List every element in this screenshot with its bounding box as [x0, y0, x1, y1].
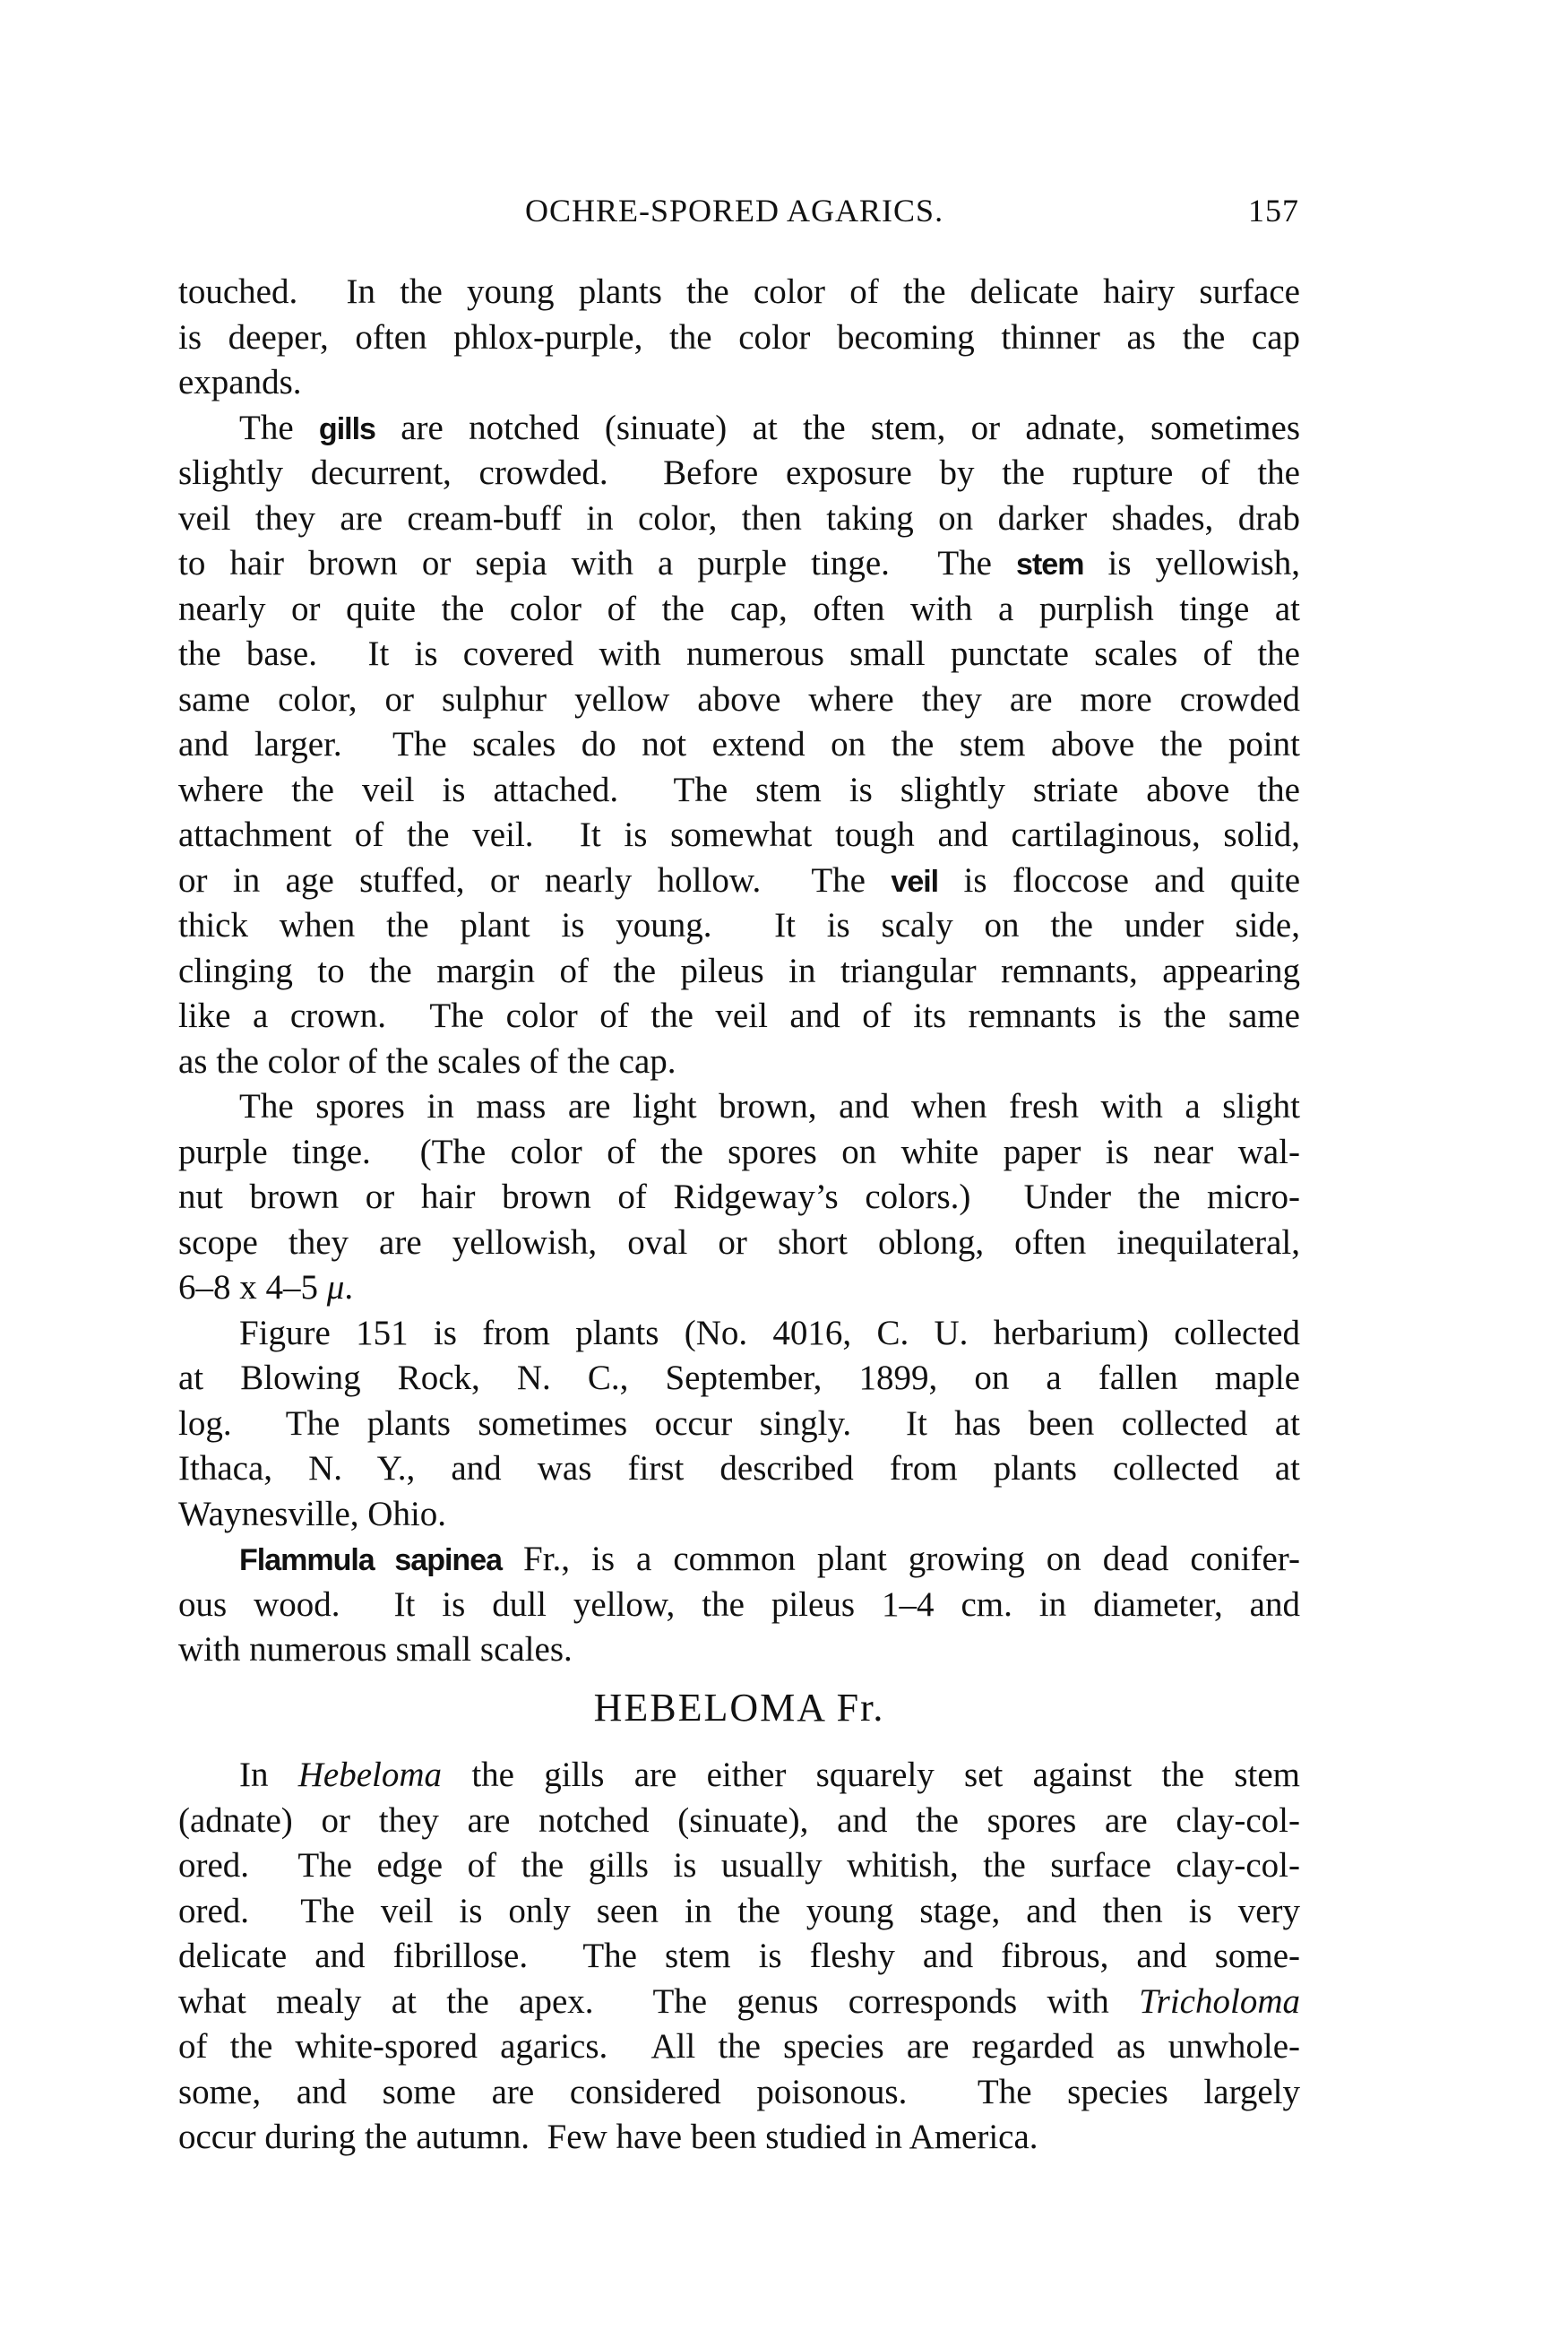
text-line	[178, 1265, 1300, 1311]
text-run: some, and some are considered poisonous. The species largely	[178, 2072, 1300, 2111]
text-line	[178, 1040, 1300, 1085]
text-run: (adnate) or they are notched (sinuate), and the spores are clay-col-	[178, 1800, 1300, 1840]
text-line	[178, 1084, 1300, 1130]
text-line	[178, 360, 1300, 406]
text-line	[178, 1537, 1300, 1583]
text-run: clinging to the margin of the pileus in triangular remnants, appearing	[178, 951, 1300, 990]
text-line	[178, 994, 1300, 1040]
text-run: .	[344, 1268, 354, 1307]
text-line	[178, 2070, 1300, 2116]
text-run: The spores in mass are light brown, and when fresh with a slight	[239, 1087, 1300, 1126]
text-line	[178, 1799, 1300, 1844]
text-run: attachment of the veil. It is somewhat tough and cartilaginous, solid,	[178, 816, 1300, 854]
italic-term: Tricholoma	[1139, 1981, 1300, 2021]
text-line	[178, 768, 1300, 814]
text-run: In	[239, 1756, 298, 1794]
italic-term: Hebeloma	[297, 1756, 443, 1794]
text-run: same color, or sulphur yellow above where they are more crowded	[178, 679, 1300, 719]
bold-term: gills	[318, 411, 375, 446]
text-run: 6–8 x 4–5	[178, 1268, 327, 1307]
text-line	[178, 1627, 1300, 1673]
text-run: Ithaca, N. Y., and was first described from plants collected at	[178, 1449, 1300, 1488]
text-line	[178, 1446, 1300, 1492]
text-line	[178, 859, 1300, 904]
text-line	[178, 813, 1300, 859]
text-run: at Blowing Rock, N. C., September, 1899, on a fallen maple	[178, 1359, 1300, 1397]
text-run: thick when the plant is young. It is scaly on the under side,	[178, 906, 1300, 945]
text-line	[178, 496, 1300, 542]
text-line	[178, 1753, 1300, 1799]
text-line	[178, 632, 1300, 677]
text-run: like a crown. The color of the veil and of its remnants is the same	[178, 997, 1300, 1035]
text-run: and larger. The scales do not extend on the stem above the point	[178, 725, 1300, 764]
text-line	[178, 1130, 1300, 1176]
text-run: with numerous small scales.	[178, 1630, 573, 1669]
bold-term: veil	[891, 864, 939, 899]
text-run: touched. In the young plants the color of the delicate hairy surface	[178, 272, 1300, 311]
page-number: 157	[1248, 193, 1299, 229]
bold-term: Flammula sapinea	[239, 1543, 503, 1577]
text-run: log. The plants sometimes occur singly. It has been collected at	[178, 1403, 1300, 1443]
text-line	[178, 587, 1300, 633]
text-run: delicate and fibrillose. The stem is fleshy and fibrous, and some-	[178, 1937, 1300, 1975]
text-line	[178, 1934, 1300, 1980]
text-line	[178, 1356, 1300, 1402]
text-line	[178, 1175, 1300, 1221]
text-line	[178, 1889, 1300, 1935]
text-run: The	[239, 408, 319, 447]
text-run: Figure 151 is from plants (No. 4016, C. U. herbarium) collected	[239, 1313, 1300, 1352]
text-line	[178, 270, 1300, 315]
text-run: are notched (sinuate) at the stem, or adnate, sometimes	[375, 408, 1300, 447]
text-block-flammula	[178, 270, 1300, 1673]
text-line	[178, 1311, 1300, 1357]
text-line	[178, 1843, 1300, 1889]
text-run: slightly decurrent, crowded. Before exposure by the rupture of the	[178, 453, 1300, 492]
text-run: purple tinge. (The color of the spores on white paper is near wal-	[178, 1132, 1300, 1171]
text-run: or in age stuffed, or nearly hollow. The	[178, 860, 892, 900]
text-run: Fr., is a common plant growing on dead conifer-	[502, 1540, 1301, 1578]
text-run: Waynesville, Ohio.	[178, 1494, 447, 1533]
text-run: ored. The edge of the gills is usually whitish, the surface clay-col-	[178, 1846, 1300, 1885]
text-run: as the color of the scales of the cap.	[178, 1041, 676, 1081]
text-run: the base. It is covered with numerous small punctate scales of the	[178, 634, 1300, 673]
text-run: where the veil is attached. The stem is slightly striate above the	[178, 770, 1300, 809]
running-head	[525, 192, 1299, 231]
text-line	[178, 1492, 1300, 1538]
italic-term: μ	[326, 1268, 345, 1307]
text-run: ous wood. It is dull yellow, the pileus 1–4 cm. in diameter, and	[178, 1584, 1300, 1624]
text-run: to hair brown or sepia with a purple tinge. The	[178, 544, 1017, 582]
text-run: of the white-spored agarics. All the species are regarded as unwhole-	[178, 2027, 1300, 2066]
bold-term: stem	[1016, 548, 1084, 582]
text-run: is deeper, often phlox-purple, the color becoming thinner as the cap	[178, 317, 1300, 357]
text-line	[178, 2115, 1300, 2161]
text-line	[178, 949, 1300, 995]
text-run: what mealy at the apex. The genus corresponds with	[178, 1981, 1140, 2021]
text-run: is floccose and quite	[938, 860, 1301, 900]
text-run: the gills are either squarely set against the stem	[442, 1756, 1300, 1794]
text-line	[178, 903, 1300, 949]
text-line	[178, 722, 1300, 768]
text-run: veil they are cream-buff in color, then taking on darker shades, drab	[178, 498, 1300, 538]
text-run: nut brown or hair brown of Ridgeway’s colors.) Under the micro-	[178, 1178, 1300, 1216]
text-run: scope they are yellowish, oval or short oblong, often inequilateral,	[178, 1222, 1300, 1262]
text-line	[178, 1221, 1300, 1266]
text-line	[178, 2024, 1300, 2070]
text-block-hebeloma	[178, 1753, 1300, 2161]
section-heading: HEBELOMA Fr.	[593, 1686, 885, 1730]
text-line	[178, 1402, 1300, 1447]
text-run: nearly or quite the color of the cap, often with a purplish tinge at	[178, 589, 1300, 628]
text-line	[178, 1583, 1300, 1628]
text-line	[178, 541, 1300, 587]
text-line	[178, 1980, 1300, 2025]
text-run: is yellowish,	[1083, 544, 1300, 582]
text-line	[178, 451, 1300, 496]
text-line	[178, 315, 1300, 361]
text-run: expands.	[178, 363, 302, 401]
text-run: ored. The veil is only seen in the young stage, and then is very	[178, 1891, 1300, 1930]
text-line	[178, 406, 1300, 452]
running-head-title: OCHRE-SPORED AGARICS.	[525, 193, 944, 229]
text-run: occur during the autumn. Few have been studied in America.	[178, 2118, 1038, 2156]
text-line	[178, 677, 1300, 723]
